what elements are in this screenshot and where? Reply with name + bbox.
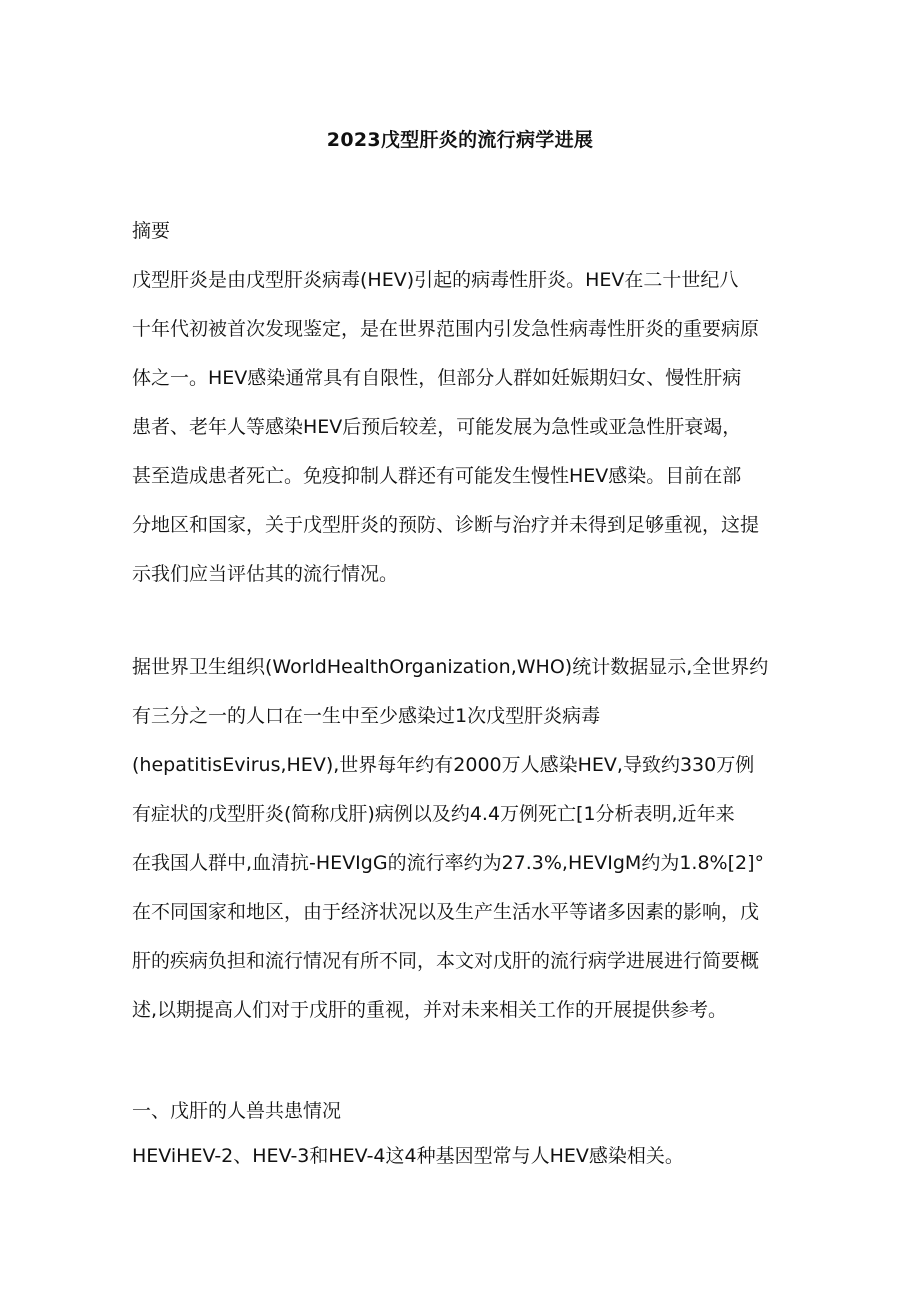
- paragraph-line: 患者、老年人等感染HEV后预后较差，可能发展为急性或亚急性肝衰竭，: [132, 416, 742, 438]
- document-title: 2023戊型肝炎的流行病学进展: [326, 129, 594, 151]
- paragraph-line: 有三分之一的人口在一生中至少感染过1次戊型肝炎病毒: [132, 705, 601, 727]
- paragraph-line: (hepatitisEvirus,HEV),世界每年约有2000万人感染HEV,导致约330万例: [132, 754, 755, 776]
- section-heading: [132, 1087, 794, 1136]
- abstract-heading-text: 摘要: [132, 220, 171, 242]
- paragraph-line: 在不同国家和地区，由于经济状况以及生产生活水平等诸多因素的影响，戊: [132, 901, 760, 923]
- paragraph-line: 据世界卫生组织(WorldHealthOrganization,WHO)统计数据显示,全世界约: [132, 656, 769, 678]
- abstract-paragraph: [132, 256, 794, 599]
- paragraph-line: 有症状的戊型肝炎(简称戊肝)病例以及约4.4万例死亡[1分析表明,近年来: [132, 803, 735, 825]
- section1-paragraph: [132, 1132, 794, 1181]
- paragraph-line: 示我们应当评估其的流行情况。: [132, 563, 399, 585]
- paragraph-line: 甚至造成患者死亡。免疫抑制人群还有可能发生慢性HEV感染。目前在部: [132, 465, 742, 487]
- section-heading-text: 一、戊肝的人兽共患情况: [132, 1100, 342, 1122]
- paragraph-line: 分地区和国家，关于戊型肝炎的预防、诊断与治疗并未得到足够重视，这提: [132, 514, 760, 536]
- paragraph-line: 述,以期提高人们对于戊肝的重视，并对未来相关工作的开展提供参考。: [132, 999, 728, 1021]
- paragraph-line: 戊型肝炎是由戊型肝炎病毒(HEV)引起的病毒性肝炎。HEV在二十世纪八: [132, 269, 739, 291]
- intro-paragraph: [132, 643, 794, 1035]
- paragraph-line: 肝的疾病负担和流行情况有所不同，本文对戊肝的流行病学进展进行简要概: [132, 950, 760, 972]
- paragraph-line: 体之一。HEV感染通常具有自限性，但部分人群如妊娠期妇女、慢性肝病: [132, 367, 742, 389]
- paragraph-line: 在我国人群中,血清抗-HEVIgG的流行率约为27.3%,HEVIgM约为1.8%[2]°: [132, 852, 765, 874]
- paragraph-line: HEViHEV-2、HEV-3和HEV-4这4种基因型常与人HEV感染相关。: [132, 1145, 684, 1167]
- abstract-heading: [132, 207, 794, 256]
- paragraph-line: 十年代初被首次发现鉴定，是在世界范围内引发急性病毒性肝炎的重要病原: [132, 318, 760, 340]
